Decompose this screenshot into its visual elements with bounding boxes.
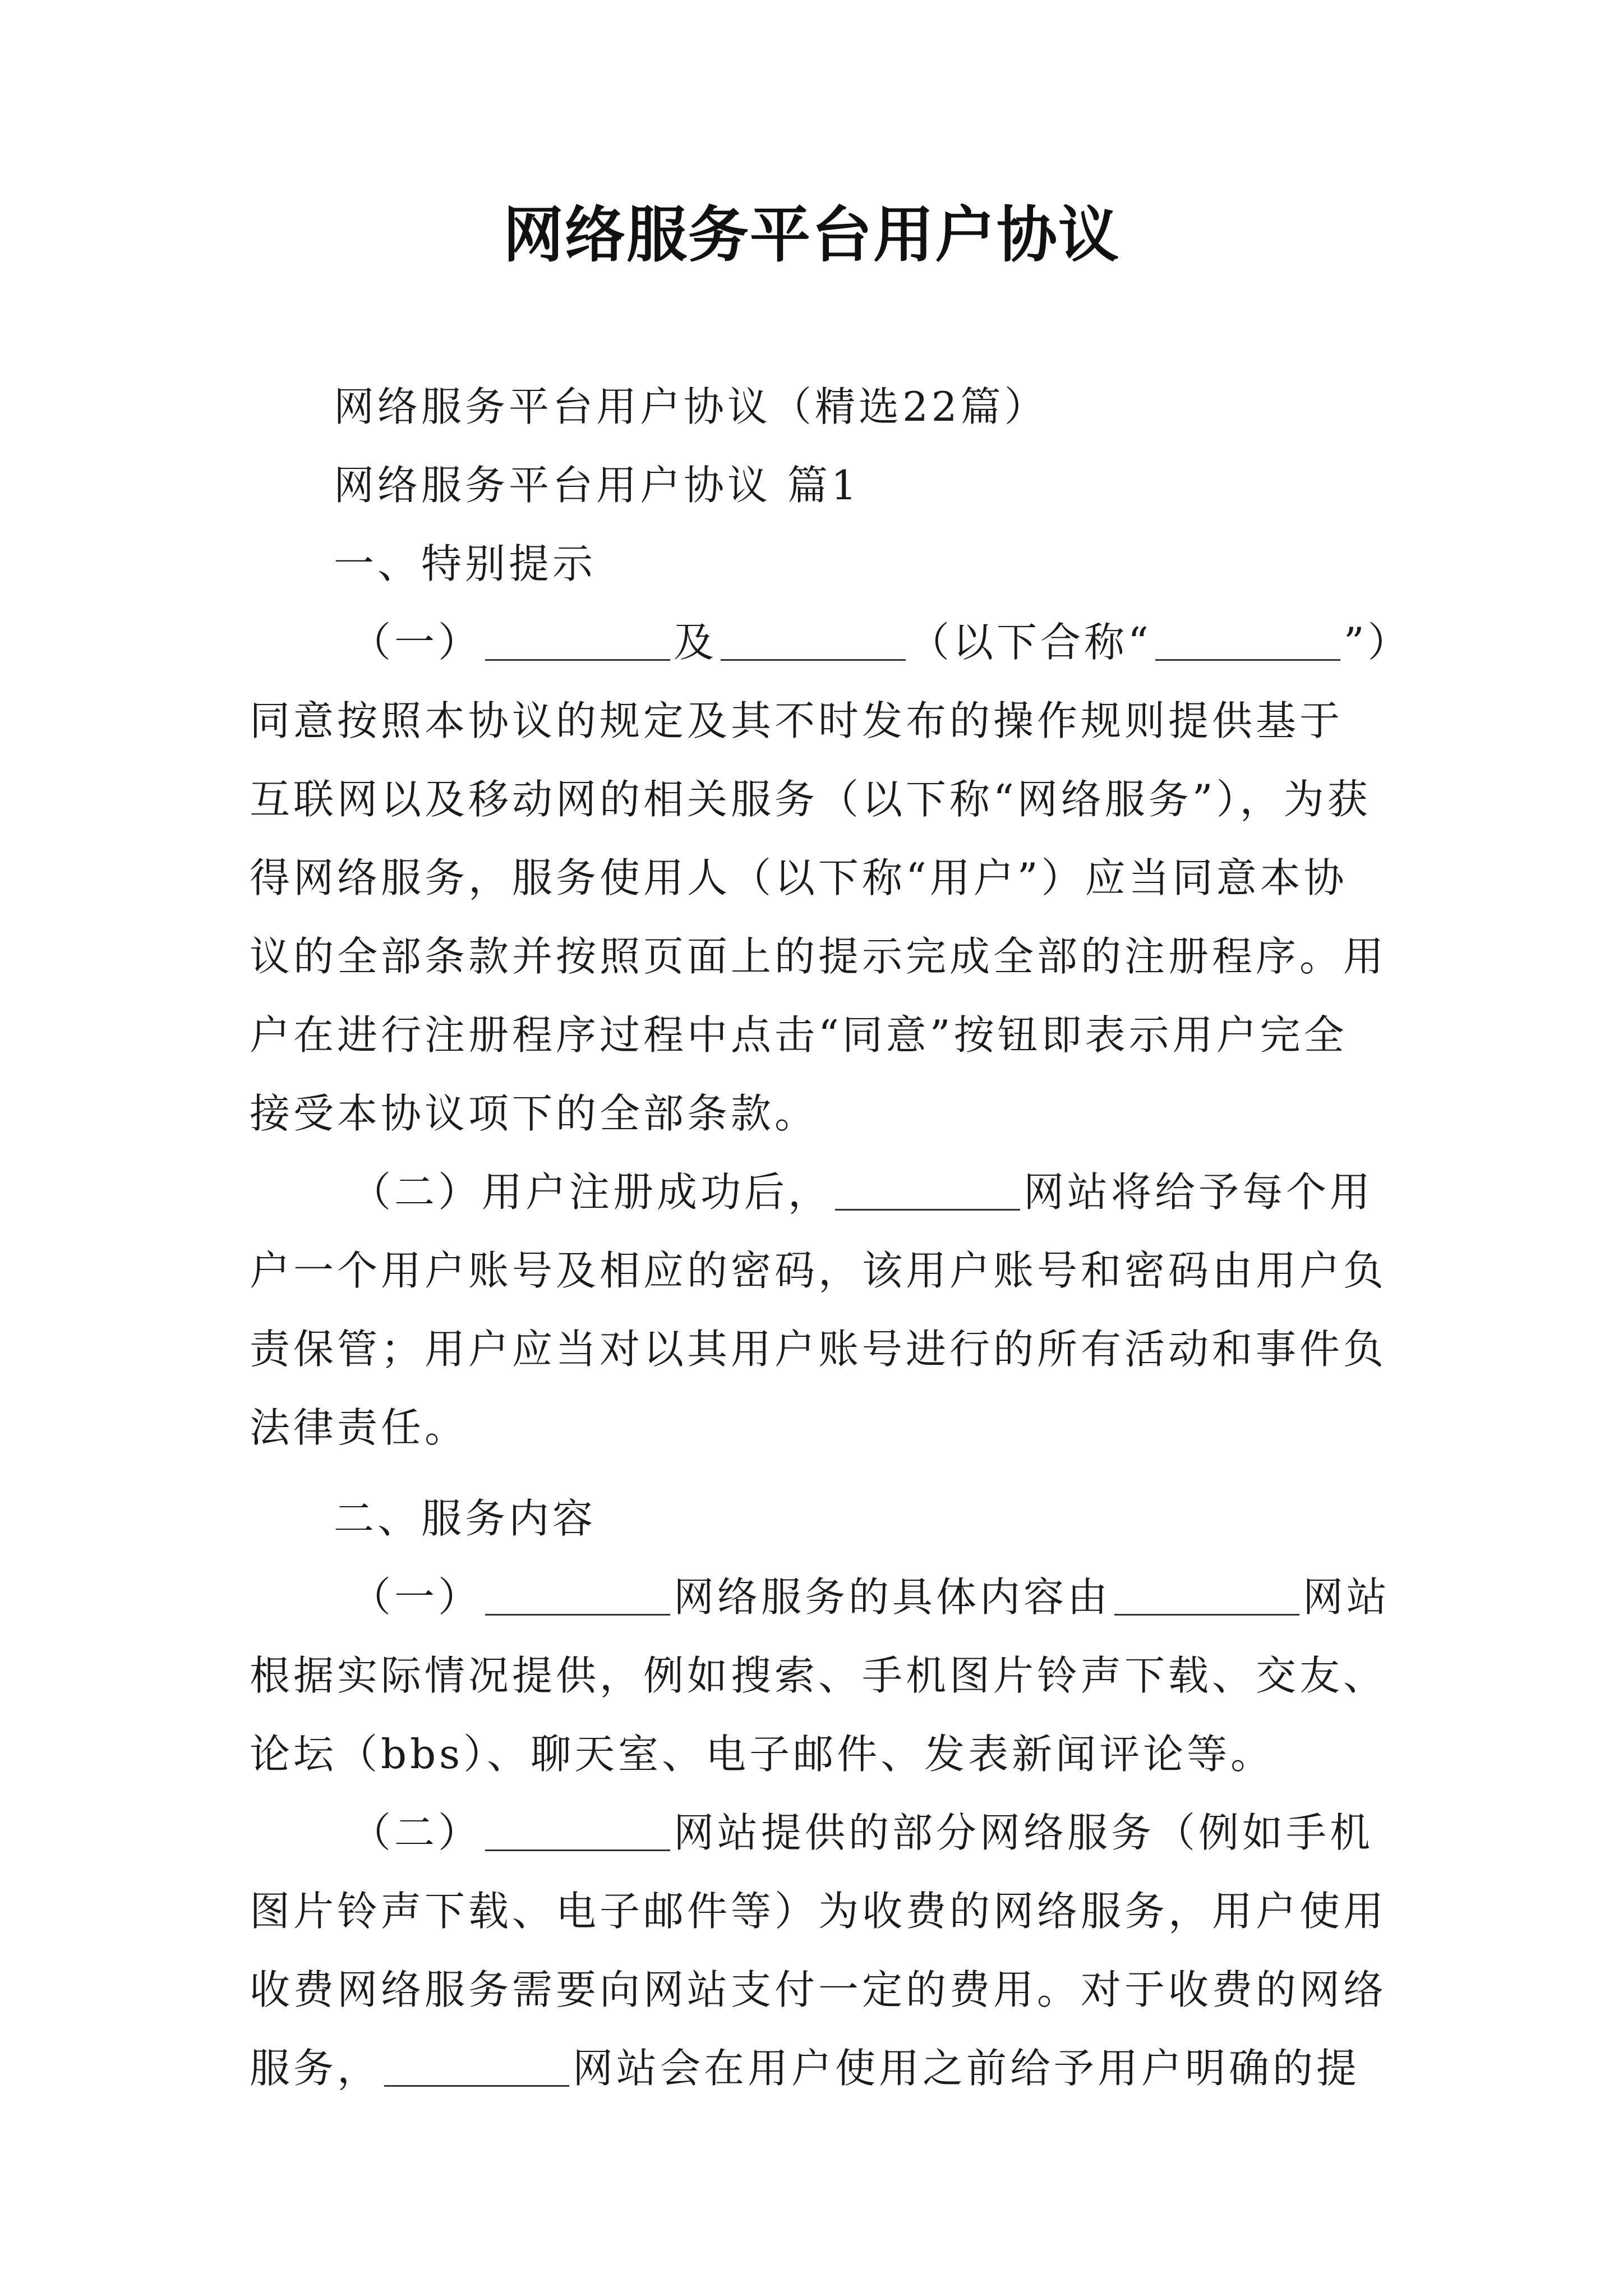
clause-text: 网站会在用户使用之前给予用户明确的提 [573,2045,1361,2092]
fill-in-blank [384,2045,569,2087]
clause-text: （以下合称“ [909,619,1152,666]
clause-text: 及 [674,619,718,666]
clause-text: ”） [1343,619,1412,666]
document-subtitle: 网络服务平台用户协议（精选22篇） [334,383,1048,430]
document-title: 网络服务平台用户协议 [502,200,1120,270]
fill-in-blank [1114,1573,1299,1616]
document-body [250,367,1412,2108]
clause-text: 网络服务的具体内容由 [674,1573,1112,1621]
fill-in-blank [485,1809,670,1851]
body-line: 议的全部条款并按照页面上的提示完成全部的注册程序。用 [250,933,1387,980]
clause-prefix: （一） [351,619,482,666]
clause-2-2-first-line [250,1793,1388,1872]
body-line: 同意按照本协议的规定及其不时发布的操作规则提供基于 [250,697,1344,744]
body-line: 图片铃声下载、电子邮件等）为收费的网络服务，用户使用 [250,1888,1387,1935]
clause-1-1-first-line [250,603,1412,682]
body-line: 户一个用户账号及相应的密码，该用户账号和密码由用户负 [250,1247,1387,1294]
body-line: 法律责任。 [250,1404,469,1451]
fill-in-blank [721,619,906,661]
clause-text: 网站将给予每个用 [1023,1168,1374,1216]
clause-1-2-first-line [250,1153,1388,1231]
body-line: 根据实际情况提供，例如搜索、手机图片铃声下载、交友、 [250,1652,1387,1699]
body-line-last [250,2029,1388,2108]
clause-prefix: （一） [351,1573,482,1621]
section-heading: 一、特别提示 [334,540,597,587]
body-line: 论坛（bbs）、聊天室、电子邮件、发表新闻评论等。 [250,1731,1275,1778]
body-line: 接受本协议项下的全部条款。 [250,1090,819,1137]
body-line: 户在进行注册程序过程中点击“同意”按钮即表示用户完全 [250,1011,1348,1059]
fill-in-blank [485,1573,670,1616]
body-line: 责保管；用户应当对以其用户账号进行的所有活动和事件负 [250,1326,1387,1373]
clause-text: 网站提供的部分网络服务（例如手机 [674,1809,1374,1856]
fill-in-blank [1155,619,1340,661]
section-heading: 二、服务内容 [334,1495,597,1542]
clause-text: 网站 [1303,1573,1391,1621]
body-line: 得网络服务，服务使用人（以下称“用户”）应当同意本协 [250,854,1348,901]
clause-text: 服务， [250,2045,381,2092]
fill-in-blank [835,1168,1020,1211]
clause-2-1-first-line [250,1558,1391,1636]
part-heading: 网络服务平台用户协议 篇1 [334,462,860,509]
body-line: 互联网以及移动网的相关服务（以下称“网络服务”），为获 [250,776,1371,823]
fill-in-blank [485,619,670,661]
clause-prefix: （二）用户注册成功后， [351,1168,832,1216]
body-line: 收费网络服务需要向网站支付一定的费用。对于收费的网络 [250,1966,1387,2013]
clause-prefix: （二） [351,1809,482,1856]
